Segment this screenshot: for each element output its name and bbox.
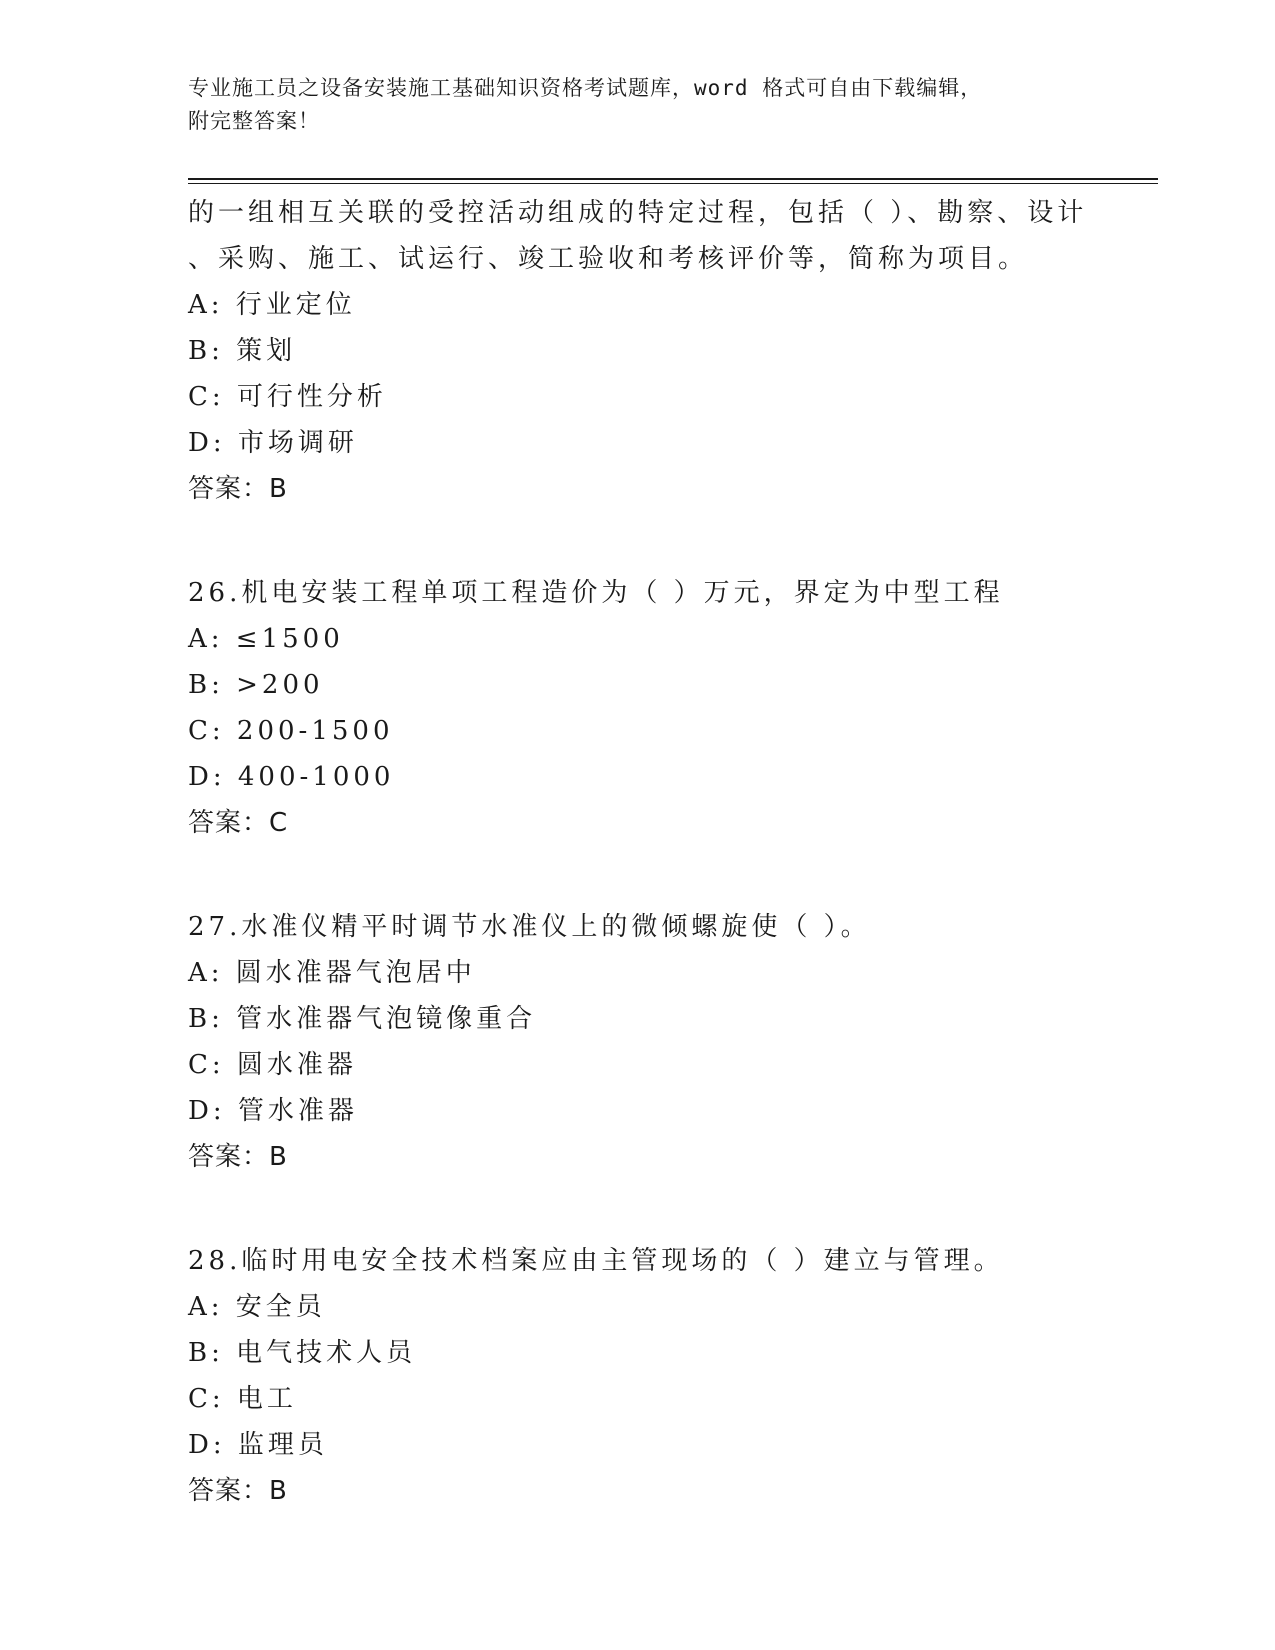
option-d: D: 监理员 [188, 1430, 328, 1460]
question-text-line-2: 、采购、施工、试运行、竣工验收和考核评价等，简称为项目。 [188, 244, 1029, 274]
question-text: 28.临时用电安全技术档案应由主管现场的（ ）建立与管理。 [188, 1246, 1004, 1276]
option-c: C: 圆水准器 [188, 1050, 357, 1080]
header-rule-thin [188, 183, 1158, 184]
option-b: B: >200 [188, 670, 324, 700]
question-block-28 [188, 1238, 1148, 1514]
option-d: D: 400-1000 [188, 762, 395, 792]
question-list [188, 190, 1148, 1514]
spacer [188, 846, 1148, 904]
answer-line: 答案：B [188, 474, 288, 504]
question-block-27 [188, 904, 1148, 1180]
option-b: B: 策划 [188, 336, 297, 366]
question-text: 27.水准仪精平时调节水准仪上的微倾螺旋使（ ）。 [188, 912, 871, 942]
header-line-1: 专业施工员之设备安装施工基础知识资格考试题库，word 格式可自由下载编辑， [188, 76, 983, 100]
option-d: D: 市场调研 [188, 428, 358, 458]
document-header [188, 72, 1088, 138]
spacer [188, 1180, 1148, 1238]
answer-line: 答案：B [188, 1142, 288, 1172]
header-rule-thick [188, 178, 1158, 180]
option-c: C: 可行性分析 [188, 382, 387, 412]
question-block-fragment [188, 190, 1148, 512]
question-block-26 [188, 570, 1148, 846]
option-a: A: 圆水准器气泡居中 [188, 958, 476, 988]
option-b: B: 电气技术人员 [188, 1338, 417, 1368]
option-a: A: 行业定位 [188, 290, 356, 320]
question-text: 26.机电安装工程单项工程造价为（ ）万元，界定为中型工程 [188, 578, 1004, 608]
header-line-2: 附完整答案！ [188, 109, 320, 133]
option-c: C: 电工 [188, 1384, 297, 1414]
option-b: B: 管水准器气泡镜像重合 [188, 1004, 537, 1034]
answer-line: 答案：C [188, 808, 289, 838]
option-a: A: ≤1500 [188, 624, 344, 654]
spacer [188, 512, 1148, 570]
option-d: D: 管水准器 [188, 1096, 358, 1126]
option-a: A: 安全员 [188, 1292, 326, 1322]
option-c: C: 200-1500 [188, 716, 394, 746]
question-text-line-1: 的一组相互关联的受控活动组成的特定过程，包括（ ）、勘察、设计 [188, 198, 1088, 228]
answer-line: 答案：B [188, 1476, 288, 1506]
